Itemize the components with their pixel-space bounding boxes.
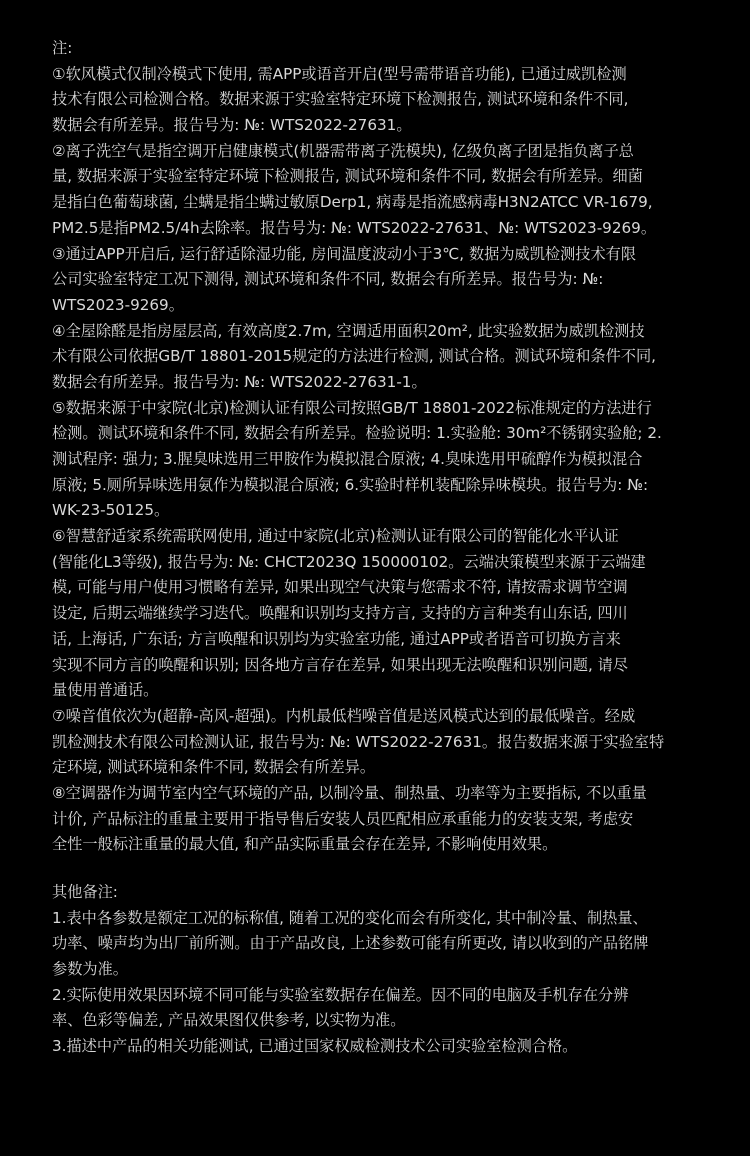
note-line: 模, 可能与用户使用习惯略有差异, 如果出现空气决策与您需求不符, 请按需求调节空调	[52, 578, 628, 597]
note-line: WTS2023-9269。	[52, 295, 184, 314]
note-line: ①软风模式仅制冷模式下使用, 需APP或语音开启(型号需带语音功能), 已通过威凯检测	[52, 64, 627, 83]
note-line: ⑦噪音值依次为(超静-高风-超强)。内机最低档噪音值是送风模式达到的最低噪音。经威	[52, 706, 636, 725]
other-note-line: 3.描述中产品的相关功能测试, 已通过国家权威检测技术公司实验室检测合格。	[52, 1037, 578, 1056]
note-line: ②离子洗空气是指空调开启健康模式(机器需带离子洗模块), 亿级负离子团是指负离子总	[52, 141, 634, 160]
note-line: ⑧空调器作为调节室内空气环境的产品, 以制冷量、制热量、功率等为主要指标, 不以重量	[52, 783, 647, 802]
note-line: 全性一般标注重量的最大值, 和产品实际重量会存在差异, 不影响使用效果。	[52, 835, 558, 854]
note-line: ⑥智慧舒适家系统需联网使用, 通过中家院(北京)检测认证有限公司的智能化水平认证	[52, 527, 619, 546]
note-line: 量使用普通话。	[52, 681, 159, 700]
other-note-line: 率、色彩等偏差, 产品效果图仅供参考, 以实物为准。	[52, 1011, 406, 1030]
note-line: 公司实验室特定工况下测得, 测试环境和条件不同, 数据会有所差异。报告号为: №:	[52, 270, 604, 289]
note-line: 设定, 后期云端继续学习迭代。唤醒和识别均支持方言, 支持的方言种类有山东话, 四川	[52, 604, 628, 623]
note-line: 实现不同方言的唤醒和识别; 因各地方言存在差异, 如果出现无法唤醒和识别问题, 请尽	[52, 655, 629, 674]
note-line: ③通过APP开启后, 运行舒适除湿功能, 房间温度波动小于3℃, 数据为威凯检测技术有限	[52, 244, 637, 263]
note-line: PM2.5是指PM2.5/4h去除率。报告号为: №: WTS2022-27631、№: WTS2023-9269。	[52, 218, 657, 237]
other-note-line: 1.表中各参数是额定工况的标称值, 随着工况的变化而会有所变化, 其中制冷量、制热量、	[52, 908, 648, 927]
note-line: 检测。测试环境和条件不同, 数据会有所差异。检验说明: 1.实验舱: 30m²不锈钢实验舱; 2.	[52, 424, 662, 443]
other-notes-heading: 其他备注:	[52, 883, 118, 901]
note-line: ⑤数据来源于中家院(北京)检测认证有限公司按照GB/T 18801-2022标准规定的方法进行	[52, 398, 652, 417]
note-line: 凯检测技术有限公司检测认证, 报告号为: №: WTS2022-27631。报告数据来源于实验室特	[52, 732, 665, 751]
note-line: ④全屋除醛是指房屋层高, 有效高度2.7m, 空调适用面积20m², 此实验数据为威凯检测技	[52, 321, 645, 340]
note-line: (智能化L3等级), 报告号为: №: CHCT2023Q 150000102。云端决策模型来源于云端建	[52, 552, 646, 571]
note-line: 数据会有所差异。报告号为: №: WTS2022-27631-1。	[52, 372, 427, 391]
note-line: WK-23-50125。	[52, 501, 170, 520]
note-line: 测试程序: 强力; 3.腥臭味选用三甲胺作为模拟混合原液; 4.臭味选用甲硫醇作为模拟混合	[52, 450, 643, 468]
other-note-line: 参数为准。	[52, 960, 128, 979]
note-line: 量, 数据来源于实验室特定环境下检测报告, 测试环境和条件不同, 数据会有所差异。细菌	[52, 167, 643, 186]
other-note-line: 功率、噪声均为出厂前所测。由于产品改良, 上述参数可能有所更改, 请以收到的产品铭牌	[52, 934, 649, 953]
note-line: 技术有限公司检测合格。数据来源于实验室特定环境下检测报告, 测试环境和条件不同,	[52, 90, 629, 109]
note-line: 是指白色葡萄球菌, 尘螨是指尘螨过敏原Derp1, 病毒是指流感病毒H3N2ATCC VR-1679,	[52, 193, 653, 212]
note-line: 术有限公司依据GB/T 18801-2015规定的方法进行检测, 测试合格。测试环境和条件不同,	[52, 347, 656, 366]
note-line: 话, 上海话, 广东话; 方言唤醒和识别均为实验室功能, 通过APP或者语音可切换方言来	[52, 629, 621, 648]
other-note-line: 2.实际使用效果因环境不同可能与实验室数据存在偏差。因不同的电脑及手机存在分辨	[52, 985, 629, 1004]
note-line: 数据会有所差异。报告号为: №: WTS2022-27631。	[52, 116, 412, 135]
note-line: 定环境, 测试环境和条件不同, 数据会有所差异。	[52, 758, 376, 777]
disclaimer-notes	[52, 36, 708, 1060]
notes-heading: 注:	[52, 39, 73, 57]
note-line: 计价, 产品标注的重量主要用于指导售后安装人员匹配相应承重能力的安装支架, 考虑安	[52, 809, 634, 828]
note-line: 原液; 5.厕所异味选用氨作为模拟混合原液; 6.实验时样机装配除异味模块。报告号为: №:	[52, 475, 649, 494]
section-gap	[52, 858, 708, 880]
